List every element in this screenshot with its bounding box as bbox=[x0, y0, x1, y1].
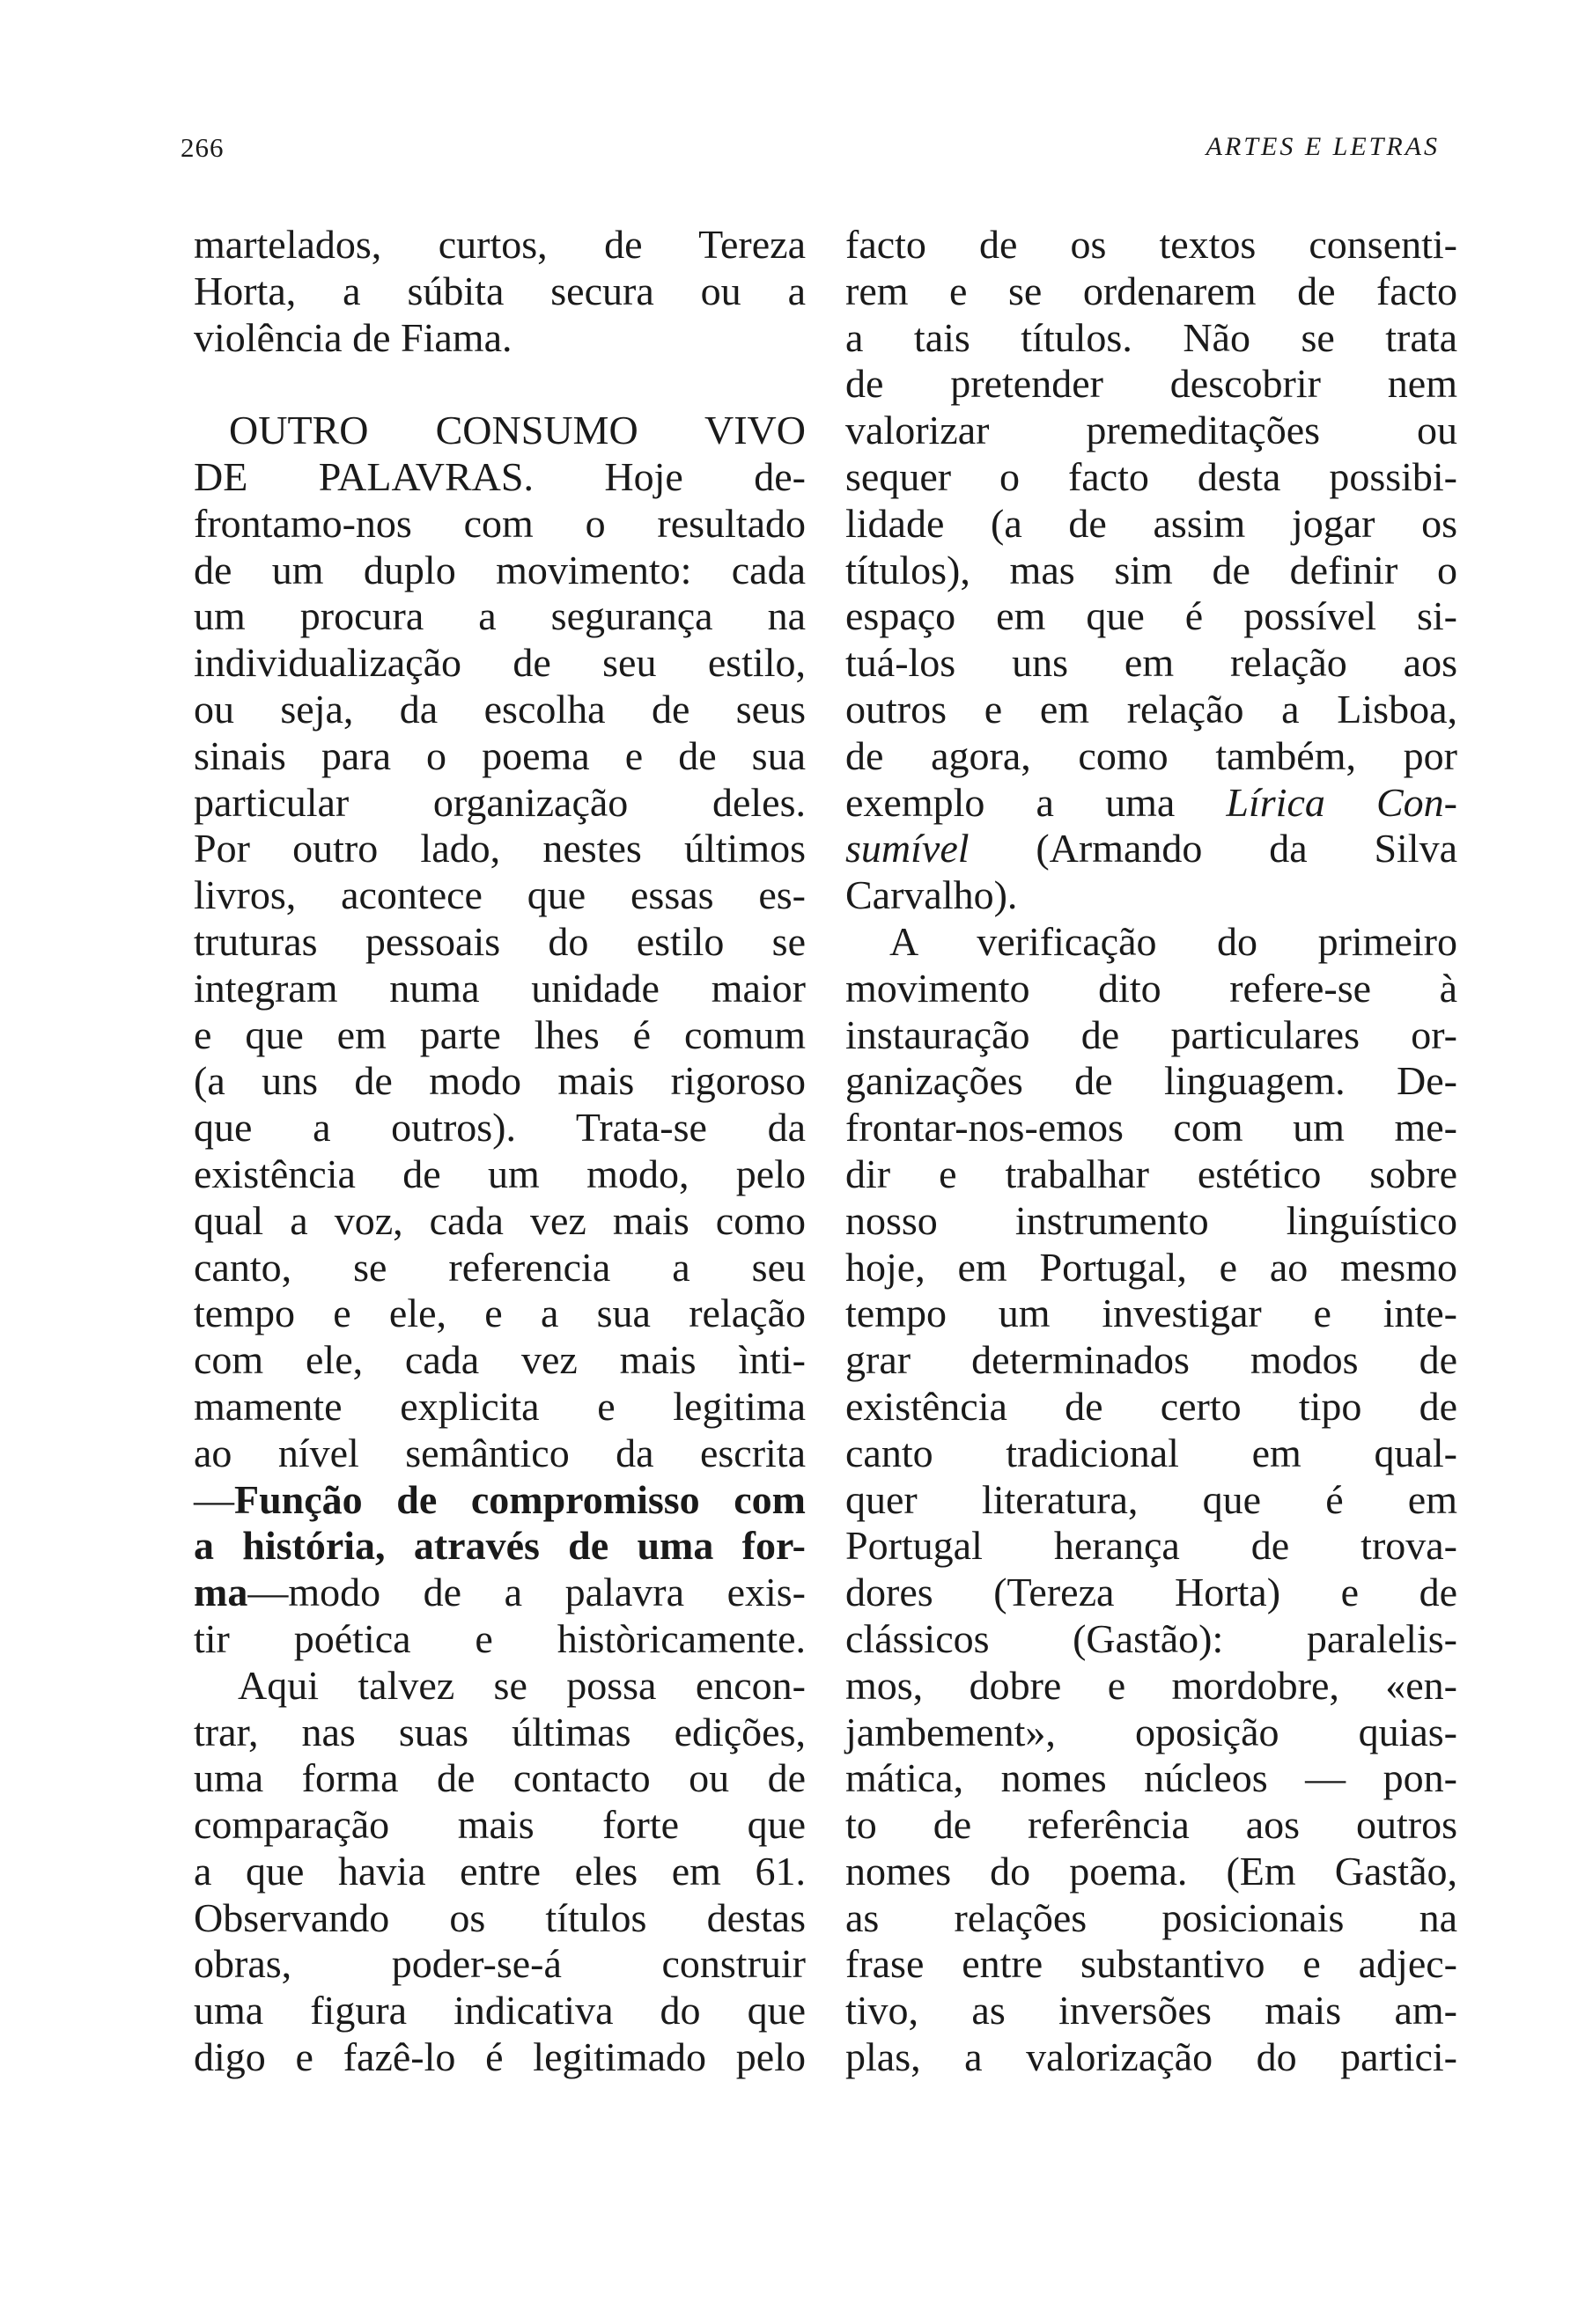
text-line: particular organização deles. bbox=[194, 779, 806, 825]
text-line: lidade (a de assim jogar os bbox=[845, 500, 1457, 546]
text-line: de pretender descobrir nem bbox=[845, 361, 1457, 407]
text-line: nomes do poema. (Em Gastão, bbox=[845, 1848, 1457, 1894]
text-line: títulos), mas sim de definir o bbox=[845, 547, 1457, 592]
text-line: digo e fazê-lo é legitimado pelo bbox=[194, 2034, 806, 2080]
text-line: com ele, cada vez mais ìnti- bbox=[194, 1337, 806, 1383]
text-line: uma figura indicativa do que bbox=[194, 1988, 806, 2034]
text-line: violência de Fiama. bbox=[194, 314, 512, 360]
text-line: comparação mais forte que bbox=[194, 1802, 806, 1848]
text-line: Carvalho). bbox=[845, 872, 1018, 918]
text-run: —modo de a palavra exis- bbox=[247, 1570, 806, 1615]
text-line: frase entre substantivo e adjec- bbox=[845, 1941, 1457, 1987]
text-line: (a uns de modo mais rigoroso bbox=[194, 1058, 806, 1104]
text-line: grar determinados modos de bbox=[845, 1337, 1457, 1383]
text-line: canto tradicional em qual- bbox=[845, 1430, 1457, 1475]
text-line: tir poética e històricamente. bbox=[194, 1615, 806, 1661]
text-line: frontamo-nos com o resultado bbox=[194, 500, 806, 546]
text-line: mos, dobre e mordobre, «en- bbox=[845, 1662, 1457, 1708]
text-line: Portugal herança de trova- bbox=[845, 1523, 1457, 1569]
text-line: mamente explicita e legitima bbox=[194, 1383, 806, 1429]
text-line: Aqui talvez se possa encon- bbox=[238, 1662, 806, 1708]
text-line bbox=[845, 780, 1457, 827]
text-line: hoje, em Portugal, e ao mesmo bbox=[845, 1244, 1457, 1290]
text-line: to de referência aos outros bbox=[845, 1802, 1457, 1848]
text-line: mática, nomes núcleos — pon- bbox=[845, 1755, 1457, 1801]
left-column bbox=[194, 222, 806, 2081]
text-line: sequer o facto desta possibi- bbox=[845, 453, 1457, 499]
text-line: nosso instrumento linguístico bbox=[845, 1197, 1457, 1243]
text-line: integram numa unidade maior bbox=[194, 965, 806, 1011]
text-line: trar, nas suas últimas edições, bbox=[194, 1709, 806, 1754]
text-line: canto, se referencia a seu bbox=[194, 1244, 806, 1290]
text-line: dir e trabalhar estético sobre bbox=[845, 1151, 1457, 1196]
text-line: frontar-nos-emos com um me- bbox=[845, 1105, 1457, 1151]
text-line: truturas pessoais do estilo se bbox=[194, 918, 806, 964]
book-title: sumível bbox=[845, 826, 970, 872]
text-line: tempo um investigar e inte- bbox=[845, 1291, 1457, 1336]
text-line: sinais para o poema e de sua bbox=[194, 732, 806, 778]
bold-phrase: Função de compromisso com bbox=[234, 1476, 806, 1522]
text-line: espaço em que é possível si- bbox=[845, 593, 1457, 639]
text-line: um procura a segurança na bbox=[194, 593, 806, 639]
text-line: valorizar premeditações ou bbox=[845, 408, 1457, 453]
text-line: facto de os textos consenti- bbox=[845, 222, 1457, 267]
text-line: dores (Tereza Horta) e de bbox=[845, 1570, 1457, 1615]
right-column bbox=[845, 222, 1457, 2081]
text-line: movimento dito refere-se à bbox=[845, 965, 1457, 1011]
book-title: Lírica Con- bbox=[1226, 779, 1457, 825]
text-line: individualização de seu estilo, bbox=[194, 640, 806, 686]
text-line: a história, através de uma for- bbox=[194, 1523, 806, 1569]
text-line: ganizações de linguagem. De- bbox=[845, 1058, 1457, 1104]
text-line bbox=[194, 1570, 806, 1616]
text-line: DE PALAVRAS. Hoje de- bbox=[194, 453, 806, 499]
text-line: instauração de particulares or- bbox=[845, 1011, 1457, 1057]
text-line: ou seja, da escolha de seus bbox=[194, 686, 806, 732]
text-run: exemplo a uma bbox=[845, 779, 1227, 825]
text-line: martelados, curtos, de Tereza bbox=[194, 222, 806, 267]
running-head: ARTES E LETRAS bbox=[1206, 132, 1440, 161]
bold-phrase: ma bbox=[194, 1570, 248, 1615]
text-line: rem e se ordenarem de facto bbox=[845, 268, 1457, 313]
text-line: tuá-los uns em relação aos bbox=[845, 640, 1457, 686]
text-line: Observando os títulos destas bbox=[194, 1894, 806, 1940]
text-line: que a outros). Trata-se da bbox=[194, 1105, 806, 1151]
text-line: existência de certo tipo de bbox=[845, 1383, 1457, 1429]
text-line: obras, poder-se-á construir bbox=[194, 1941, 806, 1987]
section-heading-line: OUTRO CONSUMO VIVO bbox=[229, 408, 806, 453]
blank-line bbox=[194, 361, 806, 408]
text-line: plas, a valorização do partici- bbox=[845, 2034, 1457, 2080]
text-line: existência de um modo, pelo bbox=[194, 1151, 806, 1196]
text-run: (Armando da Silva bbox=[969, 826, 1457, 872]
text-line: clássicos (Gastão): paralelis- bbox=[845, 1615, 1457, 1661]
text-line: livros, acontece que essas es- bbox=[194, 872, 806, 918]
text-line: de um duplo movimento: cada bbox=[194, 547, 806, 592]
text-line: a que havia entre eles em 61. bbox=[194, 1848, 806, 1894]
text-line: outros e em relação a Lisboa, bbox=[845, 686, 1457, 732]
text-line: A verificação do primeiro bbox=[889, 918, 1457, 964]
em-dash: — bbox=[194, 1476, 234, 1522]
text-line: quer literatura, que é em bbox=[845, 1476, 1457, 1522]
text-line: as relações posicionais na bbox=[845, 1894, 1457, 1940]
text-line: tivo, as inversões mais am- bbox=[845, 1988, 1457, 2034]
text-line bbox=[194, 1477, 806, 1524]
text-line: jambement», oposição quias- bbox=[845, 1709, 1457, 1754]
text-line: tempo e ele, e a sua relação bbox=[194, 1291, 806, 1336]
text-line: e que em parte lhes é comum bbox=[194, 1011, 806, 1057]
page-header bbox=[181, 132, 1440, 176]
text-line: uma forma de contacto ou de bbox=[194, 1755, 806, 1801]
text-line: Por outro lado, nestes últimos bbox=[194, 826, 806, 872]
text-line: a tais títulos. Não se trata bbox=[845, 314, 1457, 360]
text-line: de agora, como também, por bbox=[845, 732, 1457, 778]
page-number: 266 bbox=[181, 132, 225, 163]
text-line: ao nível semântico da escrita bbox=[194, 1430, 806, 1475]
text-line bbox=[845, 826, 1457, 872]
text-line: Horta, a súbita secura ou a bbox=[194, 268, 806, 313]
text-line: qual a voz, cada vez mais como bbox=[194, 1197, 806, 1243]
